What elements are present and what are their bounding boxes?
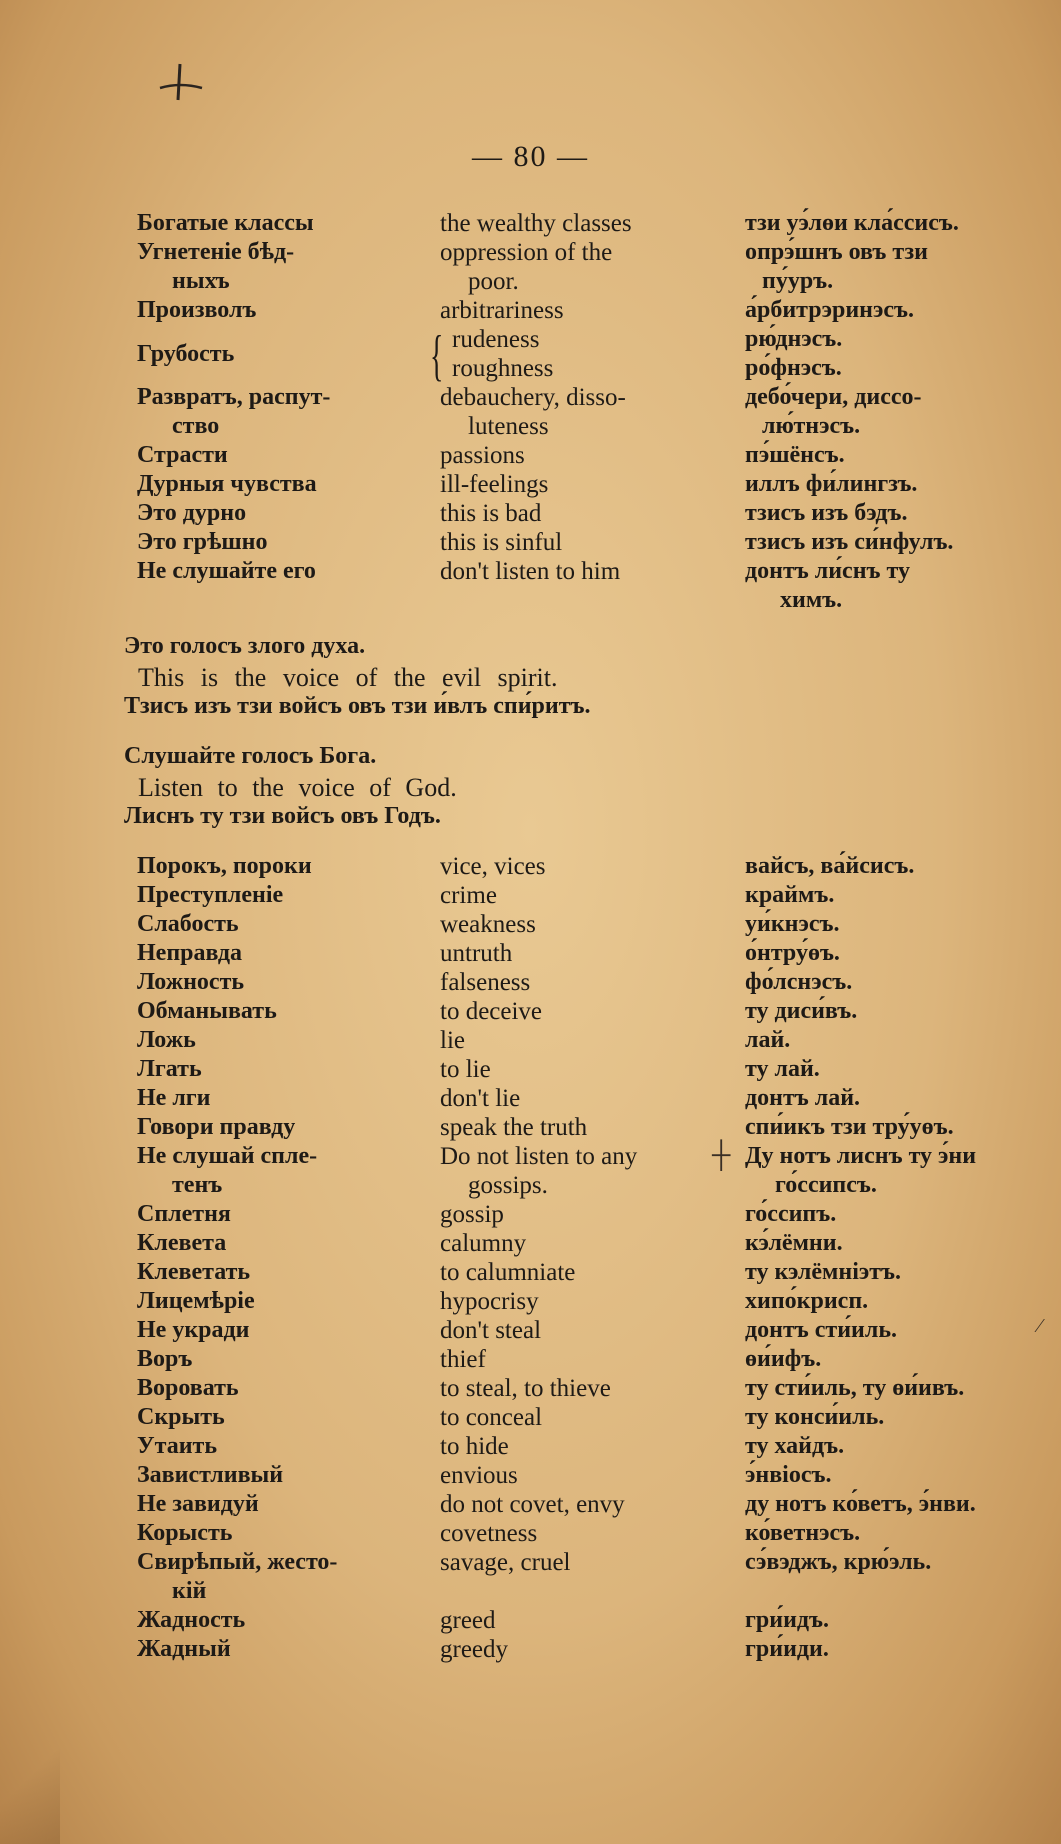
vocabulary-row bbox=[0, 1114, 1061, 1143]
english-word: luteness bbox=[468, 413, 549, 440]
vocabulary-row bbox=[0, 384, 1061, 413]
english-word: ill-feelings bbox=[440, 471, 549, 498]
russian-word: Скрыть bbox=[137, 1404, 225, 1430]
transliteration: пу́уръ. bbox=[762, 268, 834, 294]
vocabulary-row bbox=[0, 1027, 1061, 1056]
english-word: untruth bbox=[440, 940, 513, 967]
transliteration: гри́иди. bbox=[745, 1636, 829, 1662]
transliteration: химъ. bbox=[780, 587, 843, 613]
russian-word: тенъ bbox=[172, 1172, 223, 1198]
vocabulary-row bbox=[0, 1375, 1061, 1404]
phrase-evil-spirit bbox=[124, 633, 1024, 723]
vocabulary-row bbox=[0, 998, 1061, 1027]
russian-word: Жадность bbox=[137, 1607, 246, 1633]
english-word: rudeness bbox=[452, 326, 540, 353]
vocabulary-row bbox=[0, 1056, 1061, 1085]
transliteration: Ду нотъ лиснъ ту э́ни bbox=[745, 1143, 977, 1169]
phrase-english: Listen to the voice of God. bbox=[138, 773, 457, 802]
transliteration: донтъ ли́снъ ту bbox=[745, 558, 910, 584]
vocabulary-row bbox=[0, 1230, 1061, 1259]
russian-word: Неправда bbox=[137, 940, 242, 966]
vocabulary-row bbox=[0, 1520, 1061, 1549]
vocabulary-row bbox=[0, 1578, 1061, 1607]
transliteration: ту лай. bbox=[745, 1056, 820, 1082]
russian-word: Порокъ, пороки bbox=[137, 853, 312, 879]
vocabulary-row bbox=[0, 471, 1061, 500]
russian-word: Преступленіе bbox=[137, 882, 284, 908]
english-word: poor. bbox=[468, 268, 519, 295]
transliteration: ту конси́иль. bbox=[745, 1404, 885, 1430]
vocabulary-row bbox=[0, 587, 1061, 616]
vocabulary-row bbox=[0, 1607, 1061, 1636]
russian-word: Не завидуй bbox=[137, 1491, 259, 1517]
russian-word: Ложность bbox=[137, 969, 245, 995]
phrase-russian: Это голосъ злого духа. bbox=[124, 633, 366, 659]
transliteration: краймъ. bbox=[745, 882, 835, 908]
transliteration: тзисъ изъ бэдъ. bbox=[745, 500, 908, 526]
russian-word: Слабость bbox=[137, 911, 239, 937]
vocabulary-row bbox=[0, 341, 1061, 384]
transliteration: тзисъ изъ си́нфулъ. bbox=[745, 529, 954, 555]
russian-word: Лицемѣріе bbox=[137, 1288, 255, 1314]
transliteration: донтъ сти́иль. bbox=[745, 1317, 898, 1343]
transliteration: уи́кнэсъ. bbox=[745, 911, 840, 937]
english-word: to hide bbox=[440, 1433, 509, 1460]
vocabulary-row bbox=[0, 529, 1061, 558]
russian-word: Не слушай спле- bbox=[137, 1143, 318, 1169]
russian-word: Ложь bbox=[137, 1027, 196, 1053]
phrase-transliteration: Тзисъ изъ тзи войсъ овъ тзи и́влъ спи́ритъ. bbox=[124, 693, 591, 719]
russian-word: Не укради bbox=[137, 1317, 250, 1343]
russian-word: Произволъ bbox=[137, 297, 257, 323]
english-word: hypocrisy bbox=[440, 1288, 539, 1315]
english-word: do not covet, envy bbox=[440, 1491, 625, 1518]
english-word: vice, vices bbox=[440, 853, 546, 880]
russian-word: Грубость bbox=[137, 341, 235, 367]
phrase-transliteration: Лиснъ ту тзи войсъ овъ Годъ. bbox=[124, 803, 441, 829]
vocabulary-row bbox=[0, 1288, 1061, 1317]
transliteration: лай. bbox=[745, 1027, 791, 1053]
vocabulary-row bbox=[0, 268, 1061, 297]
russian-word: Воровать bbox=[137, 1375, 239, 1401]
phrase-voice-of-god bbox=[124, 743, 1024, 833]
english-word: greed bbox=[440, 1607, 496, 1634]
transliteration: донтъ лай. bbox=[745, 1085, 861, 1111]
english-word: the wealthy classes bbox=[440, 210, 632, 237]
vocabulary-row bbox=[0, 1317, 1061, 1346]
english-word: this is bad bbox=[440, 500, 542, 527]
transliteration: иллъ фи́лингзъ. bbox=[745, 471, 918, 497]
russian-word: Завистливый bbox=[137, 1462, 284, 1488]
transliteration: сэ́вэджъ, крю́эль. bbox=[745, 1549, 932, 1575]
russian-word: Клевета bbox=[137, 1230, 227, 1256]
page-corner-stain bbox=[0, 1740, 60, 1844]
english-word: don't listen to him bbox=[440, 558, 621, 585]
transliteration: а́рбитрэринэсъ. bbox=[745, 297, 914, 323]
vocabulary-row bbox=[0, 1549, 1061, 1578]
vocabulary-row bbox=[0, 1259, 1061, 1288]
transliteration: о́нтру́өъ. bbox=[745, 940, 840, 966]
english-word: thief bbox=[440, 1346, 486, 1373]
top-vocabulary-table bbox=[0, 210, 1061, 616]
russian-word: кій bbox=[172, 1578, 207, 1604]
russian-word: Не слушайте его bbox=[137, 558, 316, 584]
english-word: don't steal bbox=[440, 1317, 542, 1344]
russian-word: Угнетеніе бѣд- bbox=[137, 239, 295, 265]
vocabulary-row bbox=[0, 969, 1061, 998]
phrase-english: This is the voice of the evil spirit. bbox=[138, 663, 558, 692]
russian-word: Корысть bbox=[137, 1520, 233, 1546]
transliteration: гри́идъ. bbox=[745, 1607, 830, 1633]
vocabulary-row bbox=[0, 1085, 1061, 1114]
english-word: arbitrariness bbox=[440, 297, 564, 324]
russian-word: Утаить bbox=[137, 1433, 218, 1459]
english-word: calumny bbox=[440, 1230, 527, 1257]
russian-word: Лгать bbox=[137, 1056, 202, 1082]
english-word: to steal, to thieve bbox=[440, 1375, 611, 1402]
bottom-vocabulary-table bbox=[0, 853, 1061, 1665]
english-word: roughness bbox=[452, 355, 554, 382]
transliteration: ту диси́въ. bbox=[745, 998, 858, 1024]
vocabulary-row bbox=[0, 1636, 1061, 1665]
curly-brace-icon: { bbox=[430, 325, 444, 387]
page-number: — 80 — bbox=[472, 140, 589, 173]
russian-word: ныхъ bbox=[172, 268, 230, 294]
transliteration: спи́икъ тзи тру́уөъ. bbox=[745, 1114, 954, 1140]
english-word: passions bbox=[440, 442, 525, 469]
margin-pencil-mark: ┼ bbox=[712, 1140, 731, 1169]
vocabulary-row bbox=[0, 210, 1061, 239]
vocabulary-row bbox=[0, 1346, 1061, 1375]
english-word: debauchery, disso- bbox=[440, 384, 626, 411]
english-word: greedy bbox=[440, 1636, 509, 1663]
russian-word: Жадный bbox=[137, 1636, 231, 1662]
english-word: this is sinful bbox=[440, 529, 563, 556]
russian-word: Богатые классы bbox=[137, 210, 314, 236]
transliteration: го́ссипъ. bbox=[745, 1201, 837, 1227]
english-word: weakness bbox=[440, 911, 536, 938]
transliteration: фо́лснэсъ. bbox=[745, 969, 853, 995]
transliteration: вайсъ, ва́йсисъ. bbox=[745, 853, 915, 879]
russian-word: Клеветать bbox=[137, 1259, 251, 1285]
vocabulary-row bbox=[0, 297, 1061, 326]
english-word: savage, cruel bbox=[440, 1549, 571, 1576]
transliteration: опрэ́шнъ овъ тзи bbox=[745, 239, 928, 265]
transliteration: кэ́лёмни. bbox=[745, 1230, 843, 1256]
transliteration: ко́ветнэсъ. bbox=[745, 1520, 861, 1546]
vocabulary-row bbox=[0, 1491, 1061, 1520]
russian-word: Воръ bbox=[137, 1346, 193, 1372]
english-word: to deceive bbox=[440, 998, 543, 1025]
transliteration: тзи уэ́лөи кла́ссисъ. bbox=[745, 210, 959, 236]
vocabulary-row bbox=[0, 239, 1061, 268]
russian-word: Это грѣшно bbox=[137, 529, 268, 555]
vocabulary-row bbox=[0, 940, 1061, 969]
vocabulary-row bbox=[0, 1462, 1061, 1491]
russian-word: Дурныя чувства bbox=[137, 471, 317, 497]
vocabulary-row bbox=[0, 500, 1061, 529]
transliteration: ду нотъ ко́ветъ, э́нви. bbox=[745, 1491, 976, 1517]
english-word: envious bbox=[440, 1462, 518, 1489]
english-word: to calumniate bbox=[440, 1259, 576, 1286]
transliteration: ту кэлёмніэтъ. bbox=[745, 1259, 902, 1285]
transliteration: пэ́шёнсъ. bbox=[745, 442, 845, 468]
russian-word: Сплетня bbox=[137, 1201, 231, 1227]
margin-pencil-mark: ⁄ bbox=[1038, 1315, 1042, 1337]
vocabulary-row bbox=[0, 1433, 1061, 1462]
english-word: speak the truth bbox=[440, 1114, 588, 1141]
vocabulary-row bbox=[0, 1143, 1061, 1172]
vocabulary-row bbox=[0, 911, 1061, 940]
english-word: gossips. bbox=[468, 1172, 548, 1199]
english-word: Do not listen to any bbox=[440, 1143, 638, 1170]
vocabulary-row bbox=[0, 882, 1061, 911]
transliteration: ту сти́иль, ту өи́ивъ. bbox=[745, 1375, 965, 1401]
english-word: lie bbox=[440, 1027, 465, 1054]
transliteration: э́нвіосъ. bbox=[745, 1462, 832, 1488]
russian-word: Говори правду bbox=[137, 1114, 296, 1140]
pencil-cross-mark bbox=[158, 62, 204, 108]
transliteration: ту хайдъ. bbox=[745, 1433, 845, 1459]
vocabulary-row bbox=[0, 1201, 1061, 1230]
phrase-russian: Слушайте голосъ Бога. bbox=[124, 743, 377, 769]
vocabulary-row bbox=[0, 853, 1061, 882]
transliteration: ро́фнэсъ. bbox=[745, 355, 842, 381]
vocabulary-row bbox=[0, 1172, 1061, 1201]
transliteration: дебо́чери, диссо- bbox=[745, 384, 922, 410]
transliteration: өи́ифъ. bbox=[745, 1346, 822, 1372]
russian-word: Не лги bbox=[137, 1085, 211, 1111]
transliteration: рю́днэсъ. bbox=[745, 326, 843, 352]
english-word: oppression of the bbox=[440, 239, 613, 266]
russian-word: Страсти bbox=[137, 442, 228, 468]
english-word: falseness bbox=[440, 969, 531, 996]
english-word: covetness bbox=[440, 1520, 538, 1547]
russian-word: Свирѣпый, жесто- bbox=[137, 1549, 338, 1575]
english-word: to conceal bbox=[440, 1404, 543, 1431]
transliteration: хипо́крисп. bbox=[745, 1288, 869, 1314]
russian-word: Обманывать bbox=[137, 998, 277, 1024]
vocabulary-row bbox=[0, 413, 1061, 442]
english-word: crime bbox=[440, 882, 497, 909]
transliteration: лю́тнэсъ. bbox=[762, 413, 861, 439]
english-word: to lie bbox=[440, 1056, 491, 1083]
russian-word: Это дурно bbox=[137, 500, 247, 526]
russian-word: ство bbox=[172, 413, 220, 439]
vocabulary-row bbox=[0, 442, 1061, 471]
transliteration: го́ссипсъ. bbox=[775, 1172, 877, 1198]
vocabulary-row bbox=[0, 1404, 1061, 1433]
english-word: gossip bbox=[440, 1201, 504, 1228]
vocabulary-row bbox=[0, 558, 1061, 587]
english-word: don't lie bbox=[440, 1085, 521, 1112]
russian-word: Развратъ, распут- bbox=[137, 384, 331, 410]
